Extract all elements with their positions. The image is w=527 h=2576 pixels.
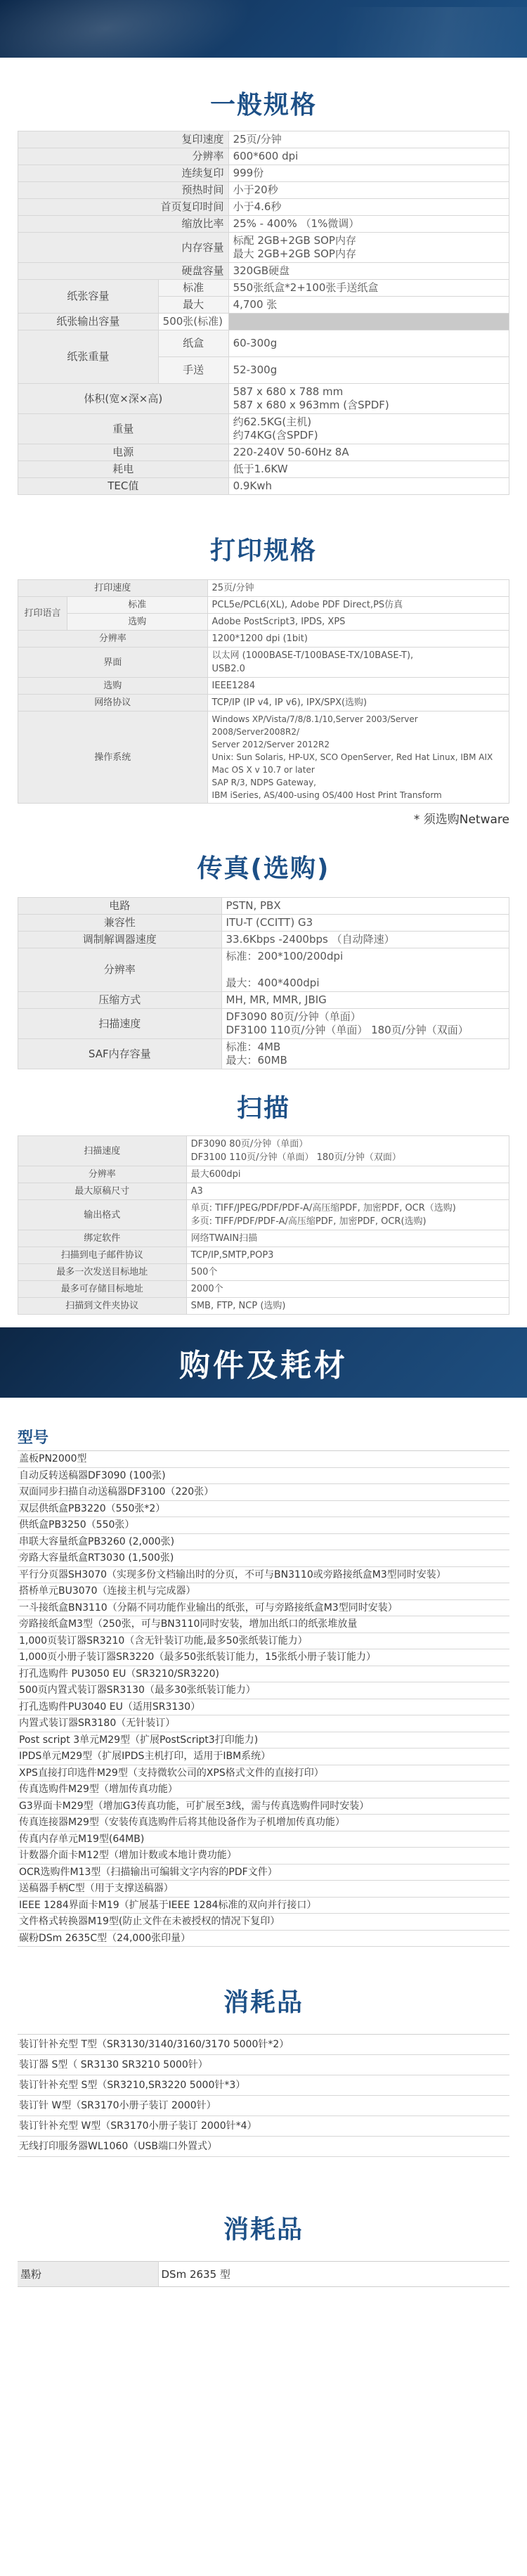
table-row: 电源 220-240V 50-60Hz 8A bbox=[18, 444, 509, 461]
table-row: 兼容性 ITU-T (CCITT) G3 bbox=[18, 915, 509, 932]
list-item: 盖板PN2000型 bbox=[18, 1451, 509, 1468]
list-item: 文件格式转换器M19型(防止文件在未被授权的情况下复印） bbox=[18, 1914, 509, 1931]
table-row: 最大原稿尺寸 A3 bbox=[18, 1183, 509, 1200]
table-row: 最多可存储目标地址 2000个 bbox=[18, 1281, 509, 1298]
section-title-print: 打印规格 bbox=[209, 536, 317, 565]
list-item: 计数器介面卡M12型（增加计数或本地计费功能） bbox=[18, 1848, 509, 1865]
section-title-fax: 传真(选购) bbox=[197, 854, 330, 883]
list-item: IPDS单元M29型（扩展IPDS主机打印，适用于IBM系统） bbox=[18, 1749, 509, 1765]
list-item: 装订针补充型 T型（SR3130/3140/3160/3170 5000针*2） bbox=[18, 2035, 509, 2055]
table-row: 网络协议 TCP/IP (IP v4, IP v6), IPX/SPX(选购) bbox=[18, 695, 509, 711]
table-row: 操作系统 Windows XP/Vista/7/8/8.1/10,Server 2003/Server 2008/Server2008R2/ Server 2012/Server 2012R2 Unix: Sun Solaris, HP-UX, SCO OpenServer, Red Hat Linux, IBM AIX Mac OS X v 10.7 or later SAP R/3, NDPS Gateway, IBM iSeries, AS/400-using OS/400 Host Print Transform bbox=[18, 711, 509, 804]
table-row: 纸张容量 标准 550张纸盒*2+100张手送纸盒 bbox=[18, 280, 509, 297]
table-row: 分辨率 1200*1200 dpi (1bit) bbox=[18, 631, 509, 648]
list-item: 平行分页器SH3070（实现多份文档输出时的分页，不可与BN3110或旁路接纸盒M3型同时安装） bbox=[18, 1567, 509, 1584]
table-row: 体积(宽×深×高) 587 x 680 x 788 mm 587 x 680 x 963mm (含SPDF) bbox=[18, 384, 509, 414]
table-row: 最大 4,700 张 bbox=[18, 297, 509, 314]
section-title-consumables-2: 消耗品 bbox=[223, 2215, 304, 2244]
list-item: 内置式装订器SR3180（无针装订） bbox=[18, 1715, 509, 1732]
list-item: 传真选购件M29型（增加传真功能） bbox=[18, 1782, 509, 1798]
list-item: 碳粉DSm 2635C型（24,000张印量） bbox=[18, 1931, 509, 1947]
list-item: 串联大容量纸盒PB3260 (2,000张) bbox=[18, 1534, 509, 1551]
table-row: TEC值 0.9Kwh bbox=[18, 478, 509, 495]
table-row: 打印速度 25页/分钟 bbox=[18, 580, 509, 597]
list-item: 传真内存单元M19型(64MB) bbox=[18, 1831, 509, 1848]
list-item: 旁路大容量纸盒RT3030 (1,500张) bbox=[18, 1550, 509, 1567]
table-row: 硬盘容量 320GB硬盘 bbox=[18, 263, 509, 280]
table-row: 界面 以太网 (1000BASE-T/100BASE-TX/10BASE-T), USB2.0 bbox=[18, 648, 509, 678]
table-row: 纸张输出容量 500张(标准) bbox=[18, 314, 509, 330]
table-row: 首页复印时间 小于4.6秒 bbox=[18, 199, 509, 216]
table-row: 扫描速度 DF3090 80页/分钟（单面） DF3100 110页/分钟（单面） 180页/分钟（双面） bbox=[18, 1136, 509, 1166]
table-row: 扫描到文件夹协议 SMB, FTP, NCP (选购) bbox=[18, 1298, 509, 1315]
section-title-consumables: 消耗品 bbox=[223, 1988, 304, 2017]
list-item: XPS直接打印选件M29型（支持微软公司的XPS格式文件的直接打印） bbox=[18, 1765, 509, 1782]
table-row: 纸张重量 纸盒 60-300g bbox=[18, 330, 509, 357]
consumables-list bbox=[18, 2034, 509, 2157]
list-item: 旁路接纸盒M3型（250张，可与BN3110同时安装，增加出纸口的纸张堆放量 bbox=[18, 1616, 509, 1633]
list-item: 一斗接纸盒BN3110（分隔不同功能作业输出的纸张，可与旁路接纸盒M3型同时安装） bbox=[18, 1600, 509, 1617]
table-row: 电路 PSTN, PBX bbox=[18, 898, 509, 915]
table-row: 选购 IEEE1284 bbox=[18, 678, 509, 695]
section-title-general: 一般规格 bbox=[209, 91, 317, 120]
table-row: 打印语言 标准 PCL5e/PCL6(XL), Adobe PDF Direct,PS仿真 bbox=[18, 597, 509, 614]
parts-heading: 型号 bbox=[18, 1429, 49, 1447]
table-row: 分辨率 600*600 dpi bbox=[18, 148, 509, 165]
list-item: OCR选购件M13型（扫描输出可编辑文字内容的PDF文件） bbox=[18, 1865, 509, 1881]
list-item: 搭桥单元BU3070（连接主机与完成器） bbox=[18, 1583, 509, 1600]
list-item: 装订针 W型（SR3170小册子装订 2000针） bbox=[18, 2096, 509, 2116]
list-item: IEEE 1284界面卡M19（扩展基于IEEE 1284标准的双向并行接口） bbox=[18, 1898, 509, 1914]
list-item: 送稿器手柄C型（用于支撑送稿器） bbox=[18, 1881, 509, 1898]
table-row: 重量 约62.5KG(主机) 约74KG(含SPDF) bbox=[18, 414, 509, 444]
table-row: 分辨率 最大600dpi bbox=[18, 1166, 509, 1183]
list-item: 自动反转送稿器DF3090 (100张) bbox=[18, 1468, 509, 1485]
table-row: 预热时间 小于20秒 bbox=[18, 182, 509, 199]
table-row: 绑定软件 网络TWAIN扫描 bbox=[18, 1230, 509, 1247]
table-row: 最多一次发送目标地址 500个 bbox=[18, 1264, 509, 1281]
table-row: 选购 Adobe PostScript3, IPDS, XPS bbox=[18, 614, 509, 631]
list-item: 打孔选购件PU3040 EU（适用SR3130） bbox=[18, 1699, 509, 1716]
table-row: SAF内存容量 标准：4MB 最大：60MB bbox=[18, 1039, 509, 1069]
list-item: 装订针补充型 W型（SR3170小册子装订 2000针*4） bbox=[18, 2116, 509, 2137]
toner-table bbox=[18, 2261, 509, 2287]
list-item: 1,000页装订器SR3210（含无针装订功能,最多50张纸装订能力） bbox=[18, 1633, 509, 1650]
list-item: 装订器 S型（ SR3130 SR3210 5000针） bbox=[18, 2055, 509, 2075]
list-item: 传真连接器M29型（安装传真选购件后将其他设备作为子机增加传真功能） bbox=[18, 1815, 509, 1831]
list-item: 双层供纸盒PB3220（550张*2） bbox=[18, 1501, 509, 1518]
table-row: 耗电 低于1.6KW bbox=[18, 461, 509, 478]
list-item: 双面同步扫描自动送稿器DF3100（220张） bbox=[18, 1484, 509, 1501]
table-row: 调制解调器速度 33.6Kbps -2400bps （自动降速） bbox=[18, 932, 509, 948]
table-row: 墨粉 DSm 2635 型 bbox=[18, 2262, 509, 2287]
list-item: Post script 3单元M29型（扩展PostScript3打印能力) bbox=[18, 1732, 509, 1749]
section-title-scan: 扫描 bbox=[236, 1094, 290, 1123]
netware-note: * 须选购Netware bbox=[413, 813, 509, 827]
list-item: 供纸盒PB3250（550张） bbox=[18, 1517, 509, 1534]
table-row: 缩放比率 25% - 400% （1%微调） bbox=[18, 216, 509, 233]
table-row: 手送 52-300g bbox=[18, 357, 509, 384]
parts-list bbox=[18, 1450, 509, 1947]
top-banner bbox=[0, 0, 527, 58]
table-row: 内存容量 标配 2GB+2GB SOP内存 最大 2GB+2GB SOP内存 bbox=[18, 233, 509, 263]
print-spec-table bbox=[18, 579, 509, 804]
list-item: 1,000页小册子装订器SR3220（最多50张纸装订能力，15张纸小册子装订能力） bbox=[18, 1649, 509, 1666]
table-row: 扫描到电子邮件协议 TCP/IP,SMTP,POP3 bbox=[18, 1247, 509, 1264]
table-row: 连续复印 999份 bbox=[18, 165, 509, 182]
general-spec-table bbox=[18, 131, 509, 495]
list-item: 500页内置式装订器SR3130（最多30张纸装订能力） bbox=[18, 1682, 509, 1699]
table-row: 复印速度 25页/分钟 bbox=[18, 131, 509, 148]
table-row: 输出格式 单页: TIFF/JPEG/PDF/PDF-A/高压缩PDF, 加密PDF, OCR（选购) 多页: TIFF/PDF/PDF-A/高压缩PDF, 加密PDF, OCR(选购) bbox=[18, 1200, 509, 1230]
table-row: 压缩方式 MH, MR, MMR, JBIG bbox=[18, 992, 509, 1009]
list-item: 无线打印服务器WL1060（USB端口外置式） bbox=[18, 2137, 509, 2157]
parts-band: 购件及耗材 bbox=[0, 1327, 527, 1398]
list-item: 打孔选购件 PU3050 EU（SR3210/SR3220) bbox=[18, 1666, 509, 1683]
list-item: G3界面卡M29型（增加G3传真功能，可扩展至3线，需与传真选购件同时安装） bbox=[18, 1798, 509, 1815]
list-item: 装订针补充型 S型（SR3210,SR3220 5000针*3） bbox=[18, 2075, 509, 2096]
fax-spec-table bbox=[18, 897, 509, 1069]
table-row: 扫描速度 DF3090 80页/分钟（单面） DF3100 110页/分钟（单面） 180页/分钟（双面） bbox=[18, 1009, 509, 1039]
scan-spec-table bbox=[18, 1135, 509, 1315]
table-row: 分辨率 标准：200*100/200dpi 最大：400*400dpi bbox=[18, 948, 509, 992]
